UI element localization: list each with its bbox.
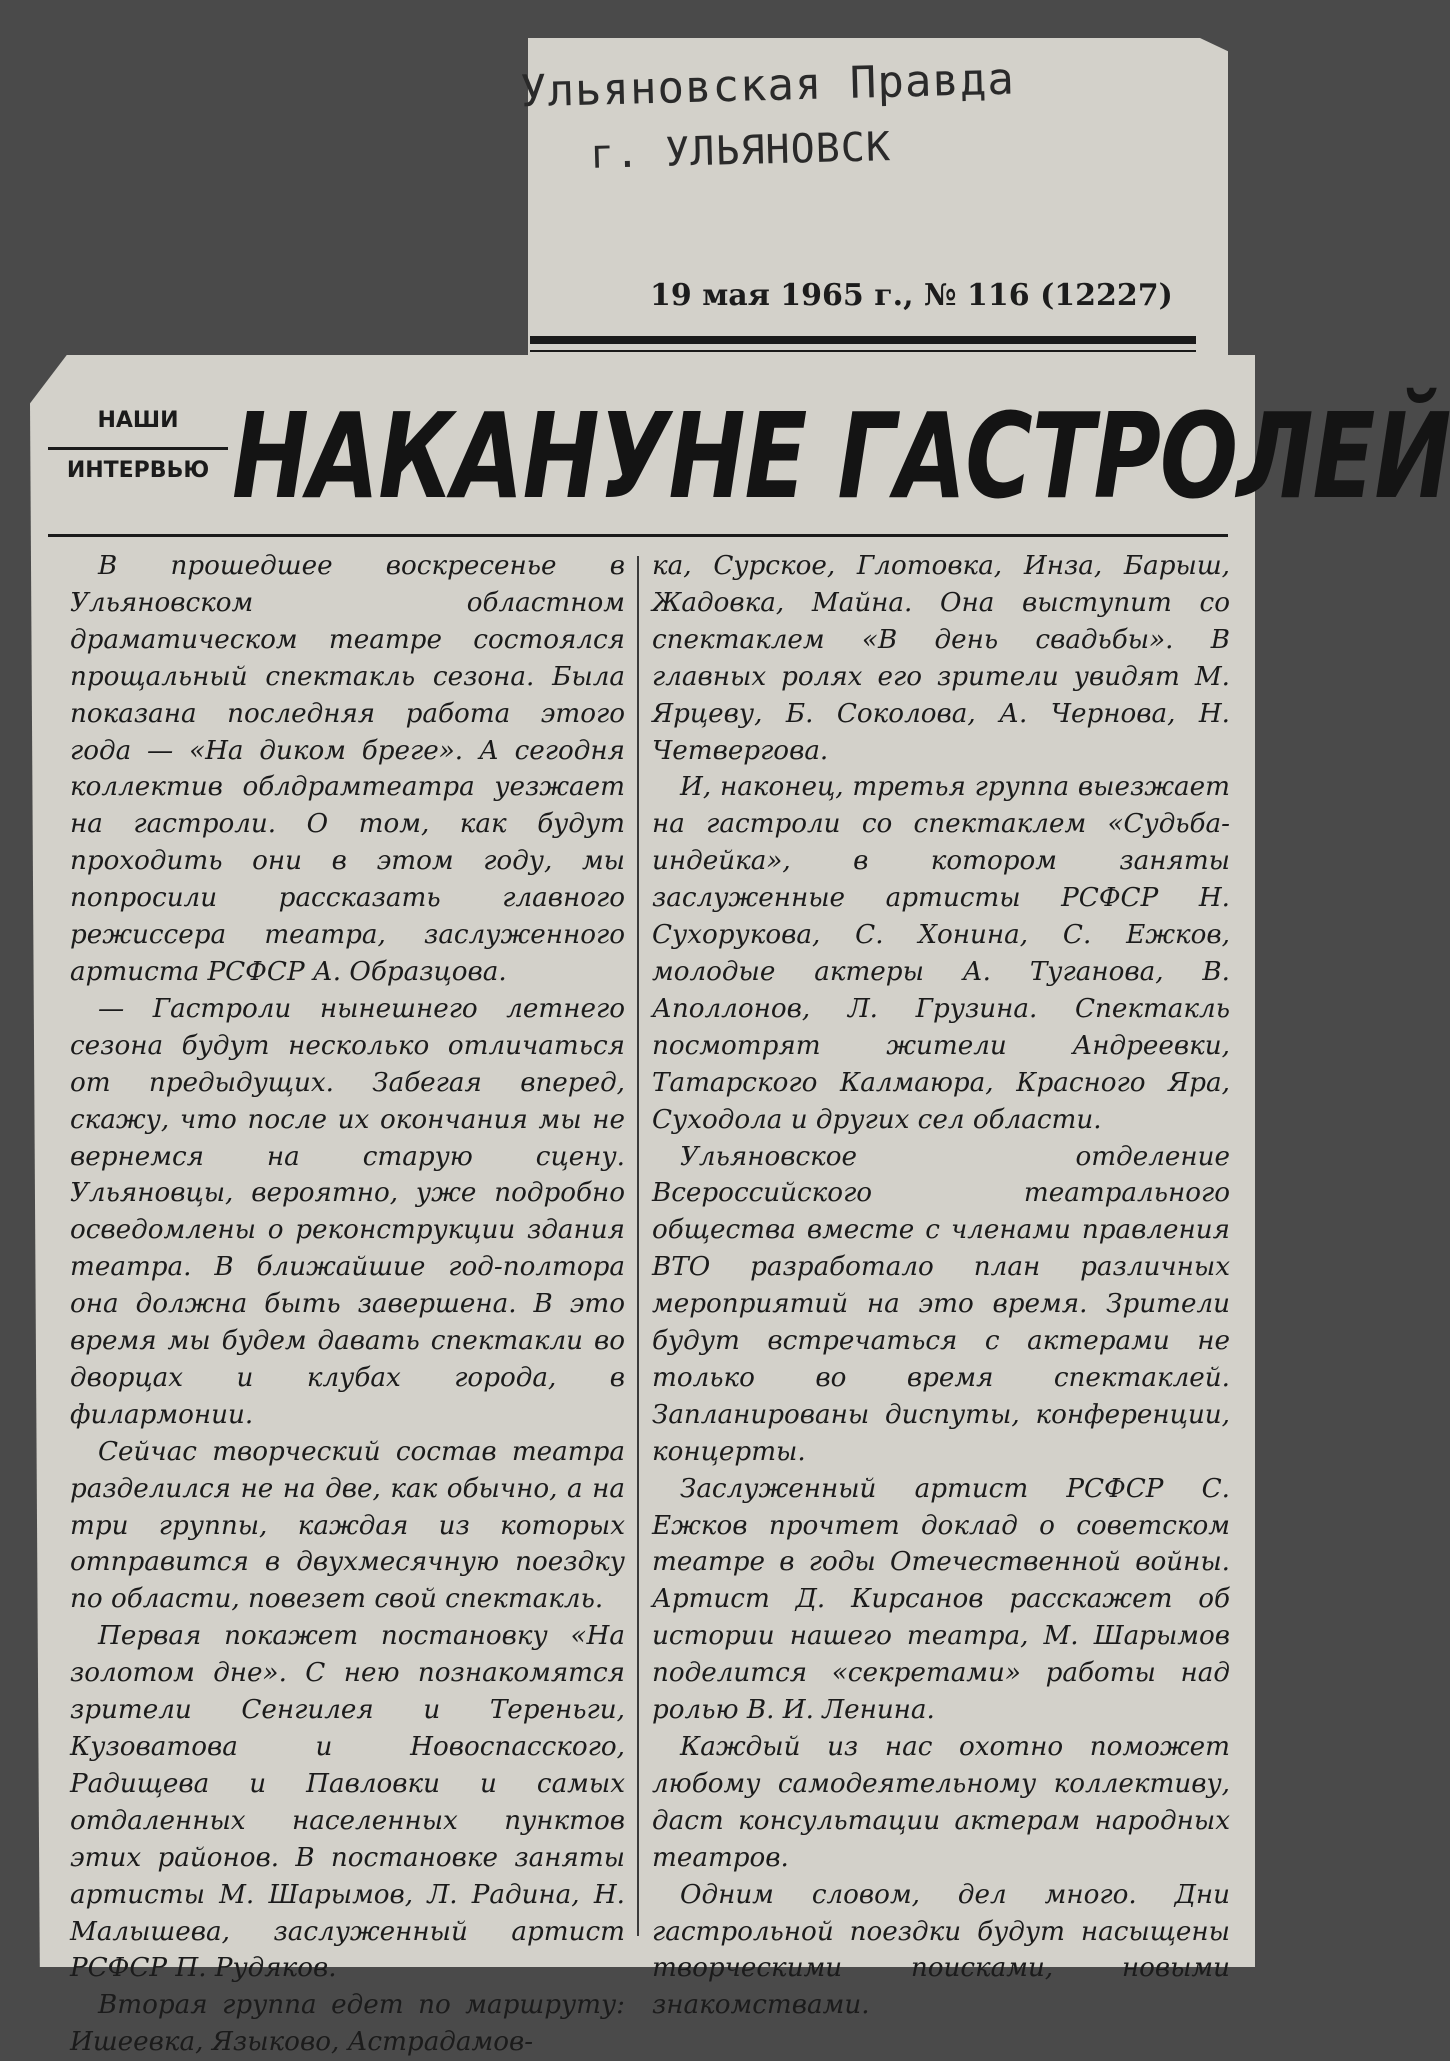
paragraph: Заслуженный артист РСФСР С. Ежков прочтет доклад о советском театре в годы Отечественной войны. Артист Д. Кирсанов расскажет об истории нашего театра, М. Шарымов поделится «секретами» работы над ролью В. И. Ленина. xyxy=(652,1473,1230,1726)
newspaper-stamp-title: Ульяновская Правда xyxy=(519,53,1016,118)
paragraph: Первая покажет постановку «На золотом дне». С нею познакомятся зрители Сенгилея и Тереньги, Кузоватова и Новоспасского, Радищева и Павловки и самых отдаленных населенных пунктов этих районов. В постановке заняты артисты М. Шарымов, Л. Радина, Н. Малышева, заслуженный артист РСФСР П. Рудяков. xyxy=(70,1621,625,1984)
article-column-right xyxy=(652,548,1230,2024)
paragraph: Сейчас творческий состав театра разделился не на две, как обычно, а на три группы, каждая из которых отправится в двухмесячную поездку по области, повезет свой спектакль. xyxy=(70,1436,625,1615)
paragraph: Вторая группа едет по маршруту: Ишеевка, Языково, Астрадамов- xyxy=(70,1990,625,2058)
paragraph: В прошедшее воскресенье в Ульяновском областном драматическом театре состоялся прощальный спектакль сезона. Была показана последняя работа этого года — «На диком бреге». А сегодня коллектив облдрамтеатра уезжает на гастроли. О том, как будут проходить они в этом году, мы попросили рассказать главного режиссера театра, заслуженного артиста РСФСР А. Образцова. xyxy=(70,551,625,987)
paragraph: — Гастроли нынешнего летнего сезона будут несколько отличаться от предыдущих. Забегая вперед, скажу, что после их окончания мы не вернемся на старую сцену. Ульяновцы, вероятно, уже подробно осведомлены о реконструкции здания театра. В ближайшие год-полтора она должна быть завершена. В это время мы будем давать спектакли во дворцах и клубах города, в филармонии. xyxy=(70,993,625,1430)
headline-rule xyxy=(48,534,1228,537)
paragraph: И, наконец, третья группа выезжает на гастроли со спектаклем «Судьба-индейка», в котором заняты заслуженные артисты РСФСР Н. Сухорукова, С. Хонина, С. Ежков, молодые актеры А. Туганова, В. Аполлонов, Л. Грузина. Спектакль посмотрят жители Андреевки, Татарского Калмаюра, Красного Яра, Суходола и других сел области. xyxy=(652,772,1230,1135)
masthead-rule xyxy=(530,336,1196,344)
article-headline: НАКАНУНЕ ГАСТРОЛЕЙ xyxy=(232,388,1450,525)
rubric-label xyxy=(48,408,228,483)
article-column-left xyxy=(70,548,625,2061)
rubric-line-2: ИНТЕРВЬЮ xyxy=(48,447,228,483)
rubric-line-1: НАШИ xyxy=(97,408,179,433)
newspaper-stamp-city: г. УЛЬЯНОВСК xyxy=(589,124,892,178)
paragraph: Каждый из нас охотно поможет любому самодеятельному коллективу, даст консультации актерам народных театров. xyxy=(652,1732,1230,1873)
paragraph-continuation: ка, Сурское, Глотовка, Инза, Барыш, Жадовка, Майна. Она выступит со спектаклем «В день свадьбы». В главных ролях его зрители увидят М. Ярцеву, Б. Соколова, А. Чернова, Н. Четвергова. xyxy=(652,551,1230,766)
masthead-rule-thin xyxy=(530,350,1196,352)
paragraph: Ульяновское отделение Всероссийского театрального общества вместе с членами правления ВТО разработало план различных мероприятий на это время. Зрители будут встречаться с актерами не только во время спектаклей. Запланированы диспуты, конференции, концерты. xyxy=(652,1141,1230,1467)
column-divider xyxy=(637,556,639,1936)
issue-date: 19 мая 1965 г., № 116 (12227) xyxy=(650,278,1173,313)
paragraph: Одним словом, дел много. Дни гастрольной поездки будут насыщены творческими поисками, новыми знакомствами. xyxy=(652,1879,1230,2021)
